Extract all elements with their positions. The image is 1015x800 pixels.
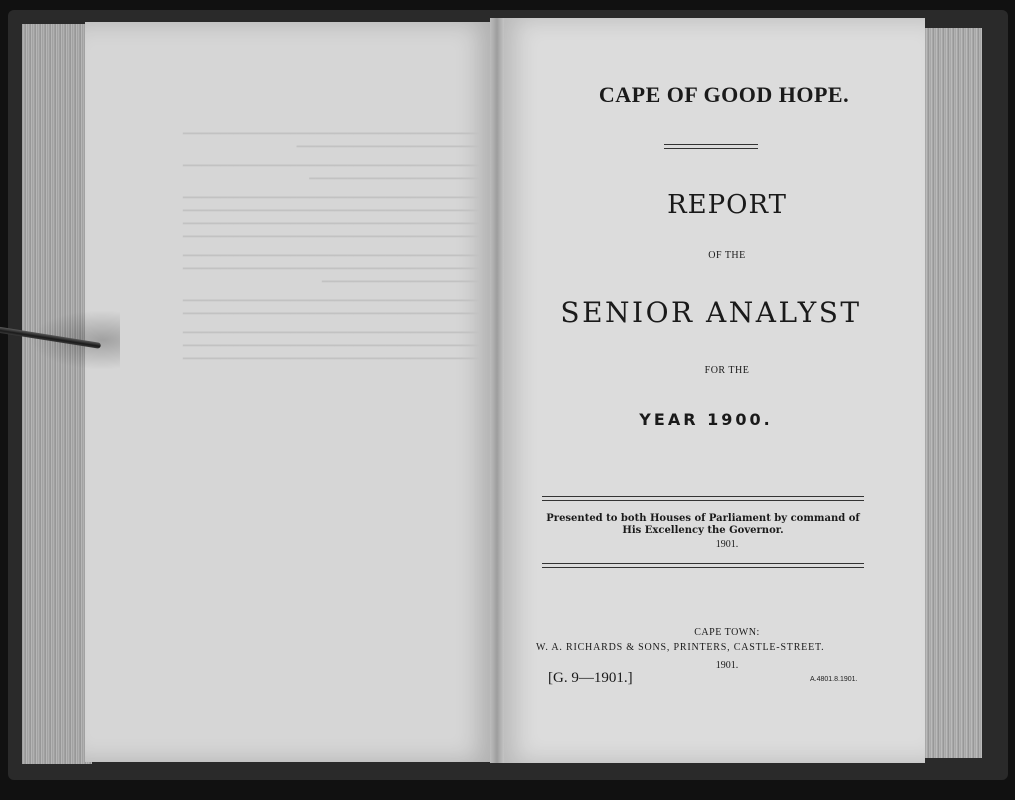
of-the-label: OF THE <box>708 250 746 261</box>
reference-number: [G. 9—1901.] <box>548 670 633 686</box>
left-page-show-through: ━━━━━━━━━━━━━━━━━━━━━━━━━━━━━━━━━━━━━━━━━━━━━━━ ━━━━━━━━━━━━━━━━━━━━━━━━━━━━━ ━━━━━━━━━━━━━━━━━━━━━━━━━━━━━━━━━━━━━━━━━━━━━━━ ━━━━━━━━━━━━━━━━━━━━━━━━━━━ ━━━━━━━━━━━━━━━━━━━━━━━━━━━━━━━━━━━━━━━━━━━━━━━ ━━━━━━━━━━━━━━━━━━━━━━━━━━━━━━━━━━━━━━━━━━━━━━━ ━━━━━━━━━━━━━━━━━━━━━━━━━━━━━━━━━━━━━━━━━━━━━━━ ━━━━━━━━━━━━━━━━━━━━━━━━━━━━━━━━━━━━━━━━━━━━━━━ ━━━━━━━━━━━━━━━━━━━━━━━━━━━━━━━━━━━━━━━━━━━━━━━ ━━━━━━━━━━━━━━━━━━━━━━━━━━━━━━━━━━━━━━━━━━━━━━━ ━━━━━━━━━━━━━━━━━━━━━━━━━ ━━━━━━━━━━━━━━━━━━━━━━━━━━━━━━━━━━━━━━━━━━━━━━━ ━━━━━━━━━━━━━━━━━━━━━━━━━━━━━━━━━━━━━━━━━━━━━━━ ━━━━━━━━━━━━━━━━━━━━━━━━━━━━━━━━━━━━━━━━━━━━━━━ ━━━━━━━━━━━━━━━━━━━━━━━━━━━━━━━━━━━━━━━━━━━━━━━ ━━━━━━━━━━━━━━━━━━━━━━━━━━━━━━━━━━━━━━━━━━━━━━━ <box>182 128 480 365</box>
presented-statement: Presented to both Houses of Parliament by command of His Excellency the Governor. <box>546 513 860 536</box>
senior-analyst-title: SENIOR ANALYST <box>560 296 862 329</box>
presented-bottom-rule <box>542 563 864 568</box>
imprint-printer <box>524 642 952 653</box>
for-the-label: FOR THE <box>704 365 750 376</box>
left-page-edges <box>22 24 92 764</box>
heading-rule <box>664 144 758 149</box>
presented-top-rule <box>542 496 864 501</box>
presented-year: 1901. <box>715 539 739 550</box>
imprint-city: CAPE TOWN: <box>694 627 760 638</box>
print-code: A.4801.8.1901. <box>810 676 858 683</box>
report-title: REPORT <box>667 190 787 220</box>
page-heading: CAPE OF GOOD HOPE. <box>598 82 850 107</box>
imprint-year: 1901. <box>715 660 739 671</box>
year-title: YEAR 1900. <box>639 410 773 429</box>
imprint-printer-text: W. A. RICHARDS & SONS, PRINTERS, CASTLE-STREET. <box>536 642 825 653</box>
book-gutter <box>490 18 504 763</box>
